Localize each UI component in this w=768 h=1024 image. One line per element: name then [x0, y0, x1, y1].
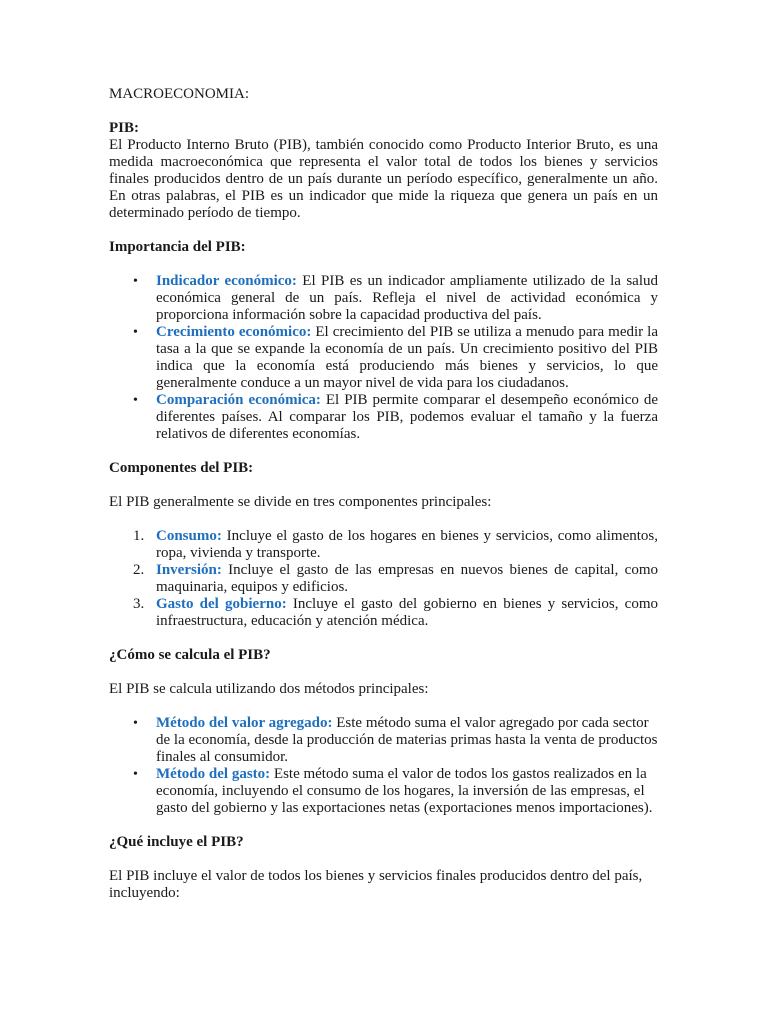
list-item-text: Incluye el gasto del gobierno en bienes y servicios, como infraestructura, educación y atención médica.: [156, 596, 658, 629]
componentes-intro: El PIB generalmente se divide en tres componentes principales:: [109, 494, 492, 510]
list-item-text: El crecimiento del PIB se utiliza a menudo para medir la tasa a la que se expande la economía de un país. Un crecimiento positivo del PIB indica que la economía está produciendo más bienes y servicios, lo que generalmente conduce a un mayor nivel de vida para los ciudadanos.: [156, 324, 658, 391]
bullet-icon: •: [133, 325, 138, 340]
section-heading-calculo: ¿Cómo se calcula el PIB?: [109, 647, 271, 663]
bullet-icon: •: [133, 716, 138, 731]
list-item-term: Gasto del gobierno:: [156, 596, 287, 612]
list-item: [109, 392, 658, 443]
section-heading-pib: PIB:: [109, 120, 139, 136]
list-item: [109, 766, 658, 817]
bullet-icon: •: [133, 767, 138, 782]
incluye-intro: El PIB incluye el valor de todos los bienes y servicios finales producidos dentro del país, incluyendo:: [109, 868, 643, 901]
document-page: [109, 86, 658, 902]
calculo-list: [109, 715, 658, 817]
calculo-intro: El PIB se calcula utilizando dos métodos principales:: [109, 681, 429, 697]
list-item-term: Indicador económico:: [156, 273, 297, 289]
list-item: [109, 273, 658, 324]
list-item-term: Inversión:: [156, 562, 222, 578]
list-item-text: Este método suma el valor de todos los gastos realizados en la economía, incluyendo el consumo de los hogares, la inversión de las empresas, el gasto del gobierno y las exportaciones netas (exportaciones menos importaciones).: [156, 766, 653, 816]
list-item-term: Crecimiento económico:: [156, 324, 312, 340]
section-heading-importancia: Importancia del PIB:: [109, 239, 246, 255]
list-item-text: El PIB es un indicador ampliamente utilizado de la salud económica general de un país. Refleja el nivel de actividad económica y proporciona información sobre la capacidad productiva del país.: [156, 273, 658, 323]
list-item-text: Incluye el gasto de las empresas en nuevos bienes de capital, como maquinaria, equipos y edificios.: [156, 562, 658, 595]
list-item-number: 1.: [133, 528, 145, 544]
section-heading-componentes: Componentes del PIB:: [109, 460, 254, 476]
bullet-icon: •: [133, 274, 138, 289]
list-item-number: 2.: [133, 562, 145, 578]
list-item-text: El PIB permite comparar el desempeño económico de diferentes países. Al comparar los PIB, podemos evaluar el tamaño y la fuerza relativos de diferentes economías.: [156, 392, 659, 442]
pib-paragraph: El Producto Interno Bruto (PIB), también conocido como Producto Interior Bruto, es una medida macroeconómica que representa el valor total de todos los bienes y servicios finales producidos dentro de un país durante un período específico, generalmente un año. En otras palabras, el PIB es un indicador que mide la riqueza que genera un país en un determinado período de tiempo.: [109, 137, 658, 221]
list-item-text: Este método suma el valor agregado por cada sector de la economía, desde la producción de materias primas hasta la venta de productos finales al consumidor.: [156, 715, 658, 765]
list-item: [109, 562, 658, 596]
bullet-icon: •: [133, 393, 138, 408]
list-item-number: 3.: [133, 596, 145, 612]
componentes-list: [109, 528, 658, 630]
document-title: MACROECONOMIA:: [109, 86, 250, 102]
list-item-term: Consumo:: [156, 528, 222, 544]
list-item-text: Incluye el gasto de los hogares en bienes y servicios, como alimentos, ropa, vivienda y transporte.: [156, 528, 658, 561]
list-item: [109, 715, 658, 766]
section-heading-incluye: ¿Qué incluye el PIB?: [109, 834, 244, 850]
list-item: [109, 324, 658, 392]
list-item-term: Comparación económica:: [156, 392, 321, 408]
list-item: [109, 596, 658, 630]
list-item-term: Método del valor agregado:: [156, 715, 333, 731]
importancia-list: [109, 273, 658, 443]
list-item-term: Método del gasto:: [156, 766, 271, 782]
list-item: [109, 528, 658, 562]
